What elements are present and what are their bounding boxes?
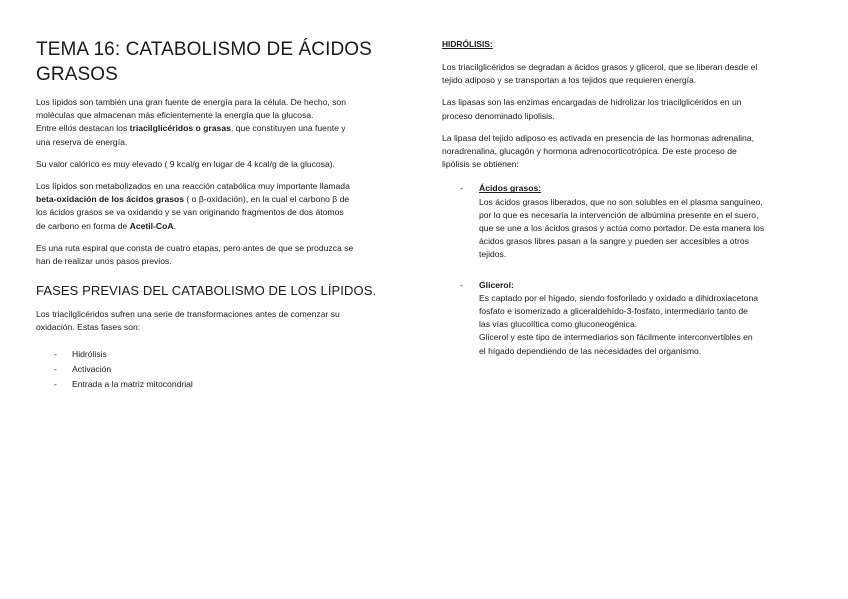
list-item: - Ácidos grasos: Los ácidos grasos liberados, que no son solubles en el plasma sanguíneo, por lo que es necesaria la intervención de albúmina presente en el suero, que se une a los ácidos grasos y actúa como portador. De esta manera los ácidos grasos libres pasan a la sangre y pueden ser accesibles a otros tejidos. <box>442 182 814 261</box>
list-item: - Activación <box>36 362 412 377</box>
list-item: - Entrada a la matriz mitocondrial <box>36 377 412 392</box>
page-title: TEMA 16: CATABOLISMO DE ÁCIDOS GRASOS <box>36 39 372 85</box>
phases-intro-paragraph: Los triacilglicéridos sufren una serie de transformaciones antes de comenzar su oxidación. Estas fases son: <box>36 309 340 333</box>
list-item: - Glicerol: Es captado por el hígado, siendo fosforilado y oxidado a dihidroxiacetona fosfato e isomerizado a gliceraldehído-3-fosfato, intermediario tanto de las vías glucolítica como gluconeogénica. Glicerol y este tipo de intermediarios son fácilmente interconvertibles en el hígado dependiendo de las necesidades del organismo. <box>442 279 814 358</box>
intro-paragraph: Los lípidos son también una gran fuente de energía para la célula. De hecho, son moléculas que almacenan más eficientemente la energía que la glucosa. Entre ellos destacan los triacilglicéridos o grasas, que constituyen una fuente y una reserva de energía. <box>36 97 347 147</box>
caloric-value-paragraph: Su valor calórico es muy elevado ( 9 kcal/g en lugar de 4 kcal/g de la glucosa). <box>36 158 336 169</box>
hydrolysis-paragraph: Los triacilglicéridos se degradan a ácidos grasos y glicerol, que se liberan desde el tejido adiposo y se transportan a los tejidos que requieren energía. <box>442 62 758 86</box>
glycerol-text: Es captado por el hígado, siendo fosforilado y oxidado a dihidroxiacetona fosfato e isomerizado a gliceraldehído-3-fosfato, intermediario tanto de las vías glucolítica como gluconeogénica. Glicerol y este tipo de intermediarios son fácilmente interconvertibles en el hígado dependiendo de las necesidades del organismo. <box>479 292 759 356</box>
left-column <box>36 0 412 392</box>
fatty-acids-text: Los ácidos grasos liberados, que no son solubles en el plasma sanguíneo, por lo que es necesaria la intervención de albúmina presente en el suero, que se une a los ácidos grasos y actúa como portador. De esta manera los ácidos grasos libres pasan a la sangre y pueden ser accesibles a otros tejidos. <box>479 196 765 260</box>
list-item: - Hidrólisis <box>36 347 412 362</box>
glycerol-title: Glicerol: <box>479 279 514 290</box>
phases-list <box>36 347 412 393</box>
spiral-route-paragraph: Es una ruta espiral que consta de cuatro etapas, pero antes de que se produzca se han de realizar unos pasos previos. <box>36 242 354 267</box>
lipase-activation-paragraph: La lipasa del tejido adiposo es activada en presencia de las hormonas adrenalina, noradrenalina, glucagón y hormona adrenocorticotrópica. De este proceso de lipólisis se obtienen: <box>442 132 754 170</box>
right-column <box>442 0 814 358</box>
section-title: FASES PREVIAS DEL CATABOLISMO DE LOS LÍPIDOS. <box>36 283 377 299</box>
beta-oxidation-paragraph: Los lípidos son metabolizados en una reacción catabólica muy importante llamada beta-oxidación de los ácidos grasos ( o β-oxidación), en la cual el carbono β de los ácidos grasos se va oxidando y se van originando fragmentos de dos átomos de carbono en forma de Acetil-CoA. <box>36 181 350 231</box>
hydrolysis-heading: HIDRÓLISIS: <box>442 39 493 49</box>
lipases-paragraph: Las lipasas son las enzimas encargadas de hidrolizar los triacilglicéridos en un proceso denominado lipolisis. <box>442 97 742 121</box>
fatty-acids-title: Ácidos grasos: <box>479 183 542 194</box>
